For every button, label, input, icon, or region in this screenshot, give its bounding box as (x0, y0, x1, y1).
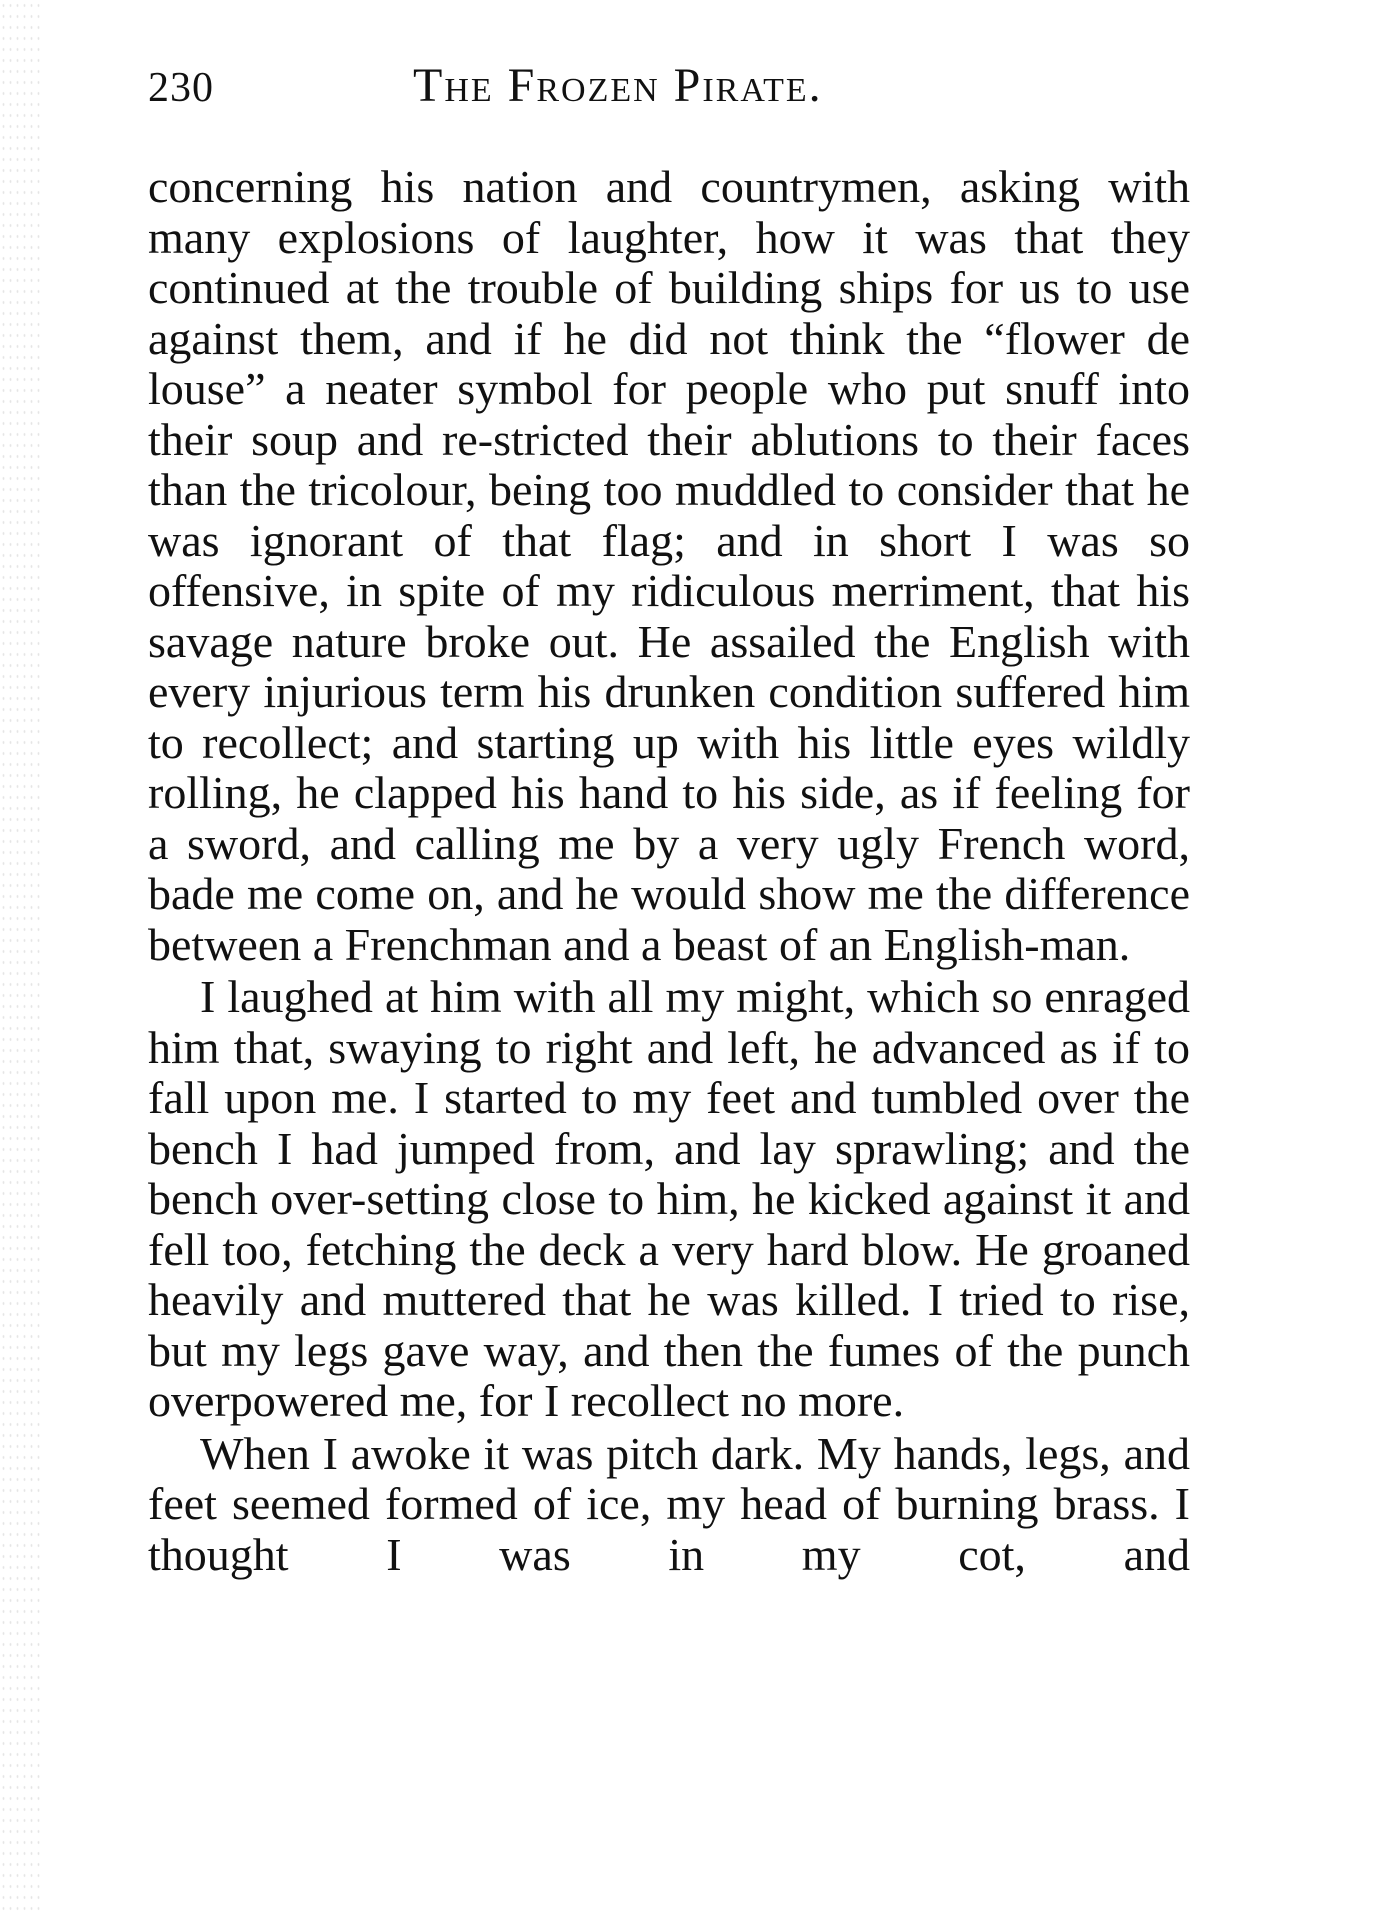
paragraph-2: I laughed at him with all my might, which so enraged him that, swaying to right and left, he advanced as if to fall upon me. I started to my feet and tumbled over the bench I had jumped from, and lay sprawling; and the bench over-setting close to him, he kicked against it and fell too, fetching the deck a very hard blow. He groaned heavily and muttered that he was killed. I tried to rise, but my legs gave way, and then the fumes of the punch overpowered me, for I recollect no more. (148, 971, 1190, 1426)
running-header (148, 58, 1188, 128)
body-text (148, 162, 1190, 1580)
running-title: The Frozen Pirate. (413, 59, 823, 112)
scan-gutter-speckle (0, 0, 40, 1916)
paragraph-3: When I awoke it was pitch dark. My hands, legs, and feet seemed formed of ice, my head of burning brass. I thought I was in my cot, and (148, 1427, 1190, 1580)
paragraph-1: concerning his nation and countrymen, asking with many explosions of laughter, how it was that they continued at the trouble of building ships for us to use against them, and if he did not think the “flower de louse” a neater symbol for people who put snuff into their soup and re-stricted their ablutions to their faces than the tricolour, being too muddled to consider that he was ignorant of that flag; and in short I was so offensive, in spite of my ridiculous merriment, that his savage nature broke out. He assailed the English with every injurious term his drunken condition suffered him to recollect; and starting up with his little eyes wildly rolling, he clapped his hand to his side, as if feeling for a sword, and calling me by a very ugly French word, bade me come on, and he would show me the difference between a Frenchman and a beast of an English-man. (148, 161, 1190, 970)
page-number: 230 (148, 65, 214, 111)
